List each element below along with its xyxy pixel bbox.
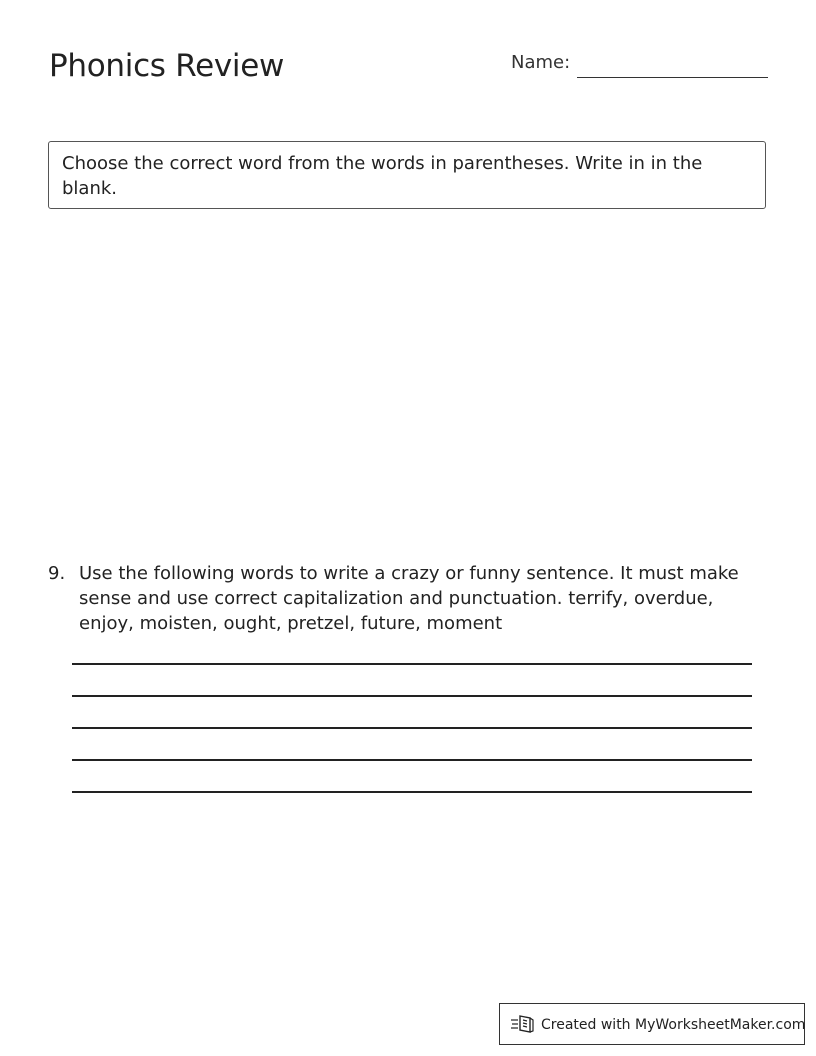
instructions-text: Choose the correct word from the words in parentheses. Write in in the blank. bbox=[62, 153, 703, 199]
answer-lines bbox=[72, 663, 752, 798]
worksheet-maker-logo-icon bbox=[511, 1014, 535, 1034]
question-text: Use the following words to write a crazy or funny sentence. It must make sense and use correct capitalization and punctuation. terrify, overdue, enjoy, moisten, ought, pretzel, future, moment bbox=[79, 563, 739, 634]
instructions-box bbox=[48, 141, 766, 209]
page-title: Phonics Review bbox=[49, 48, 285, 84]
footer-credit bbox=[499, 1003, 805, 1045]
answer-line bbox=[72, 695, 752, 697]
question-number: 9. bbox=[48, 563, 66, 584]
name-label: Name: bbox=[511, 52, 571, 73]
answer-line bbox=[72, 663, 752, 665]
answer-line bbox=[72, 791, 752, 793]
answer-line bbox=[72, 759, 752, 761]
name-field bbox=[511, 52, 769, 80]
footer-text: Created with MyWorksheetMaker.com bbox=[541, 1017, 806, 1033]
name-blank-line bbox=[577, 77, 768, 78]
answer-line bbox=[72, 727, 752, 729]
